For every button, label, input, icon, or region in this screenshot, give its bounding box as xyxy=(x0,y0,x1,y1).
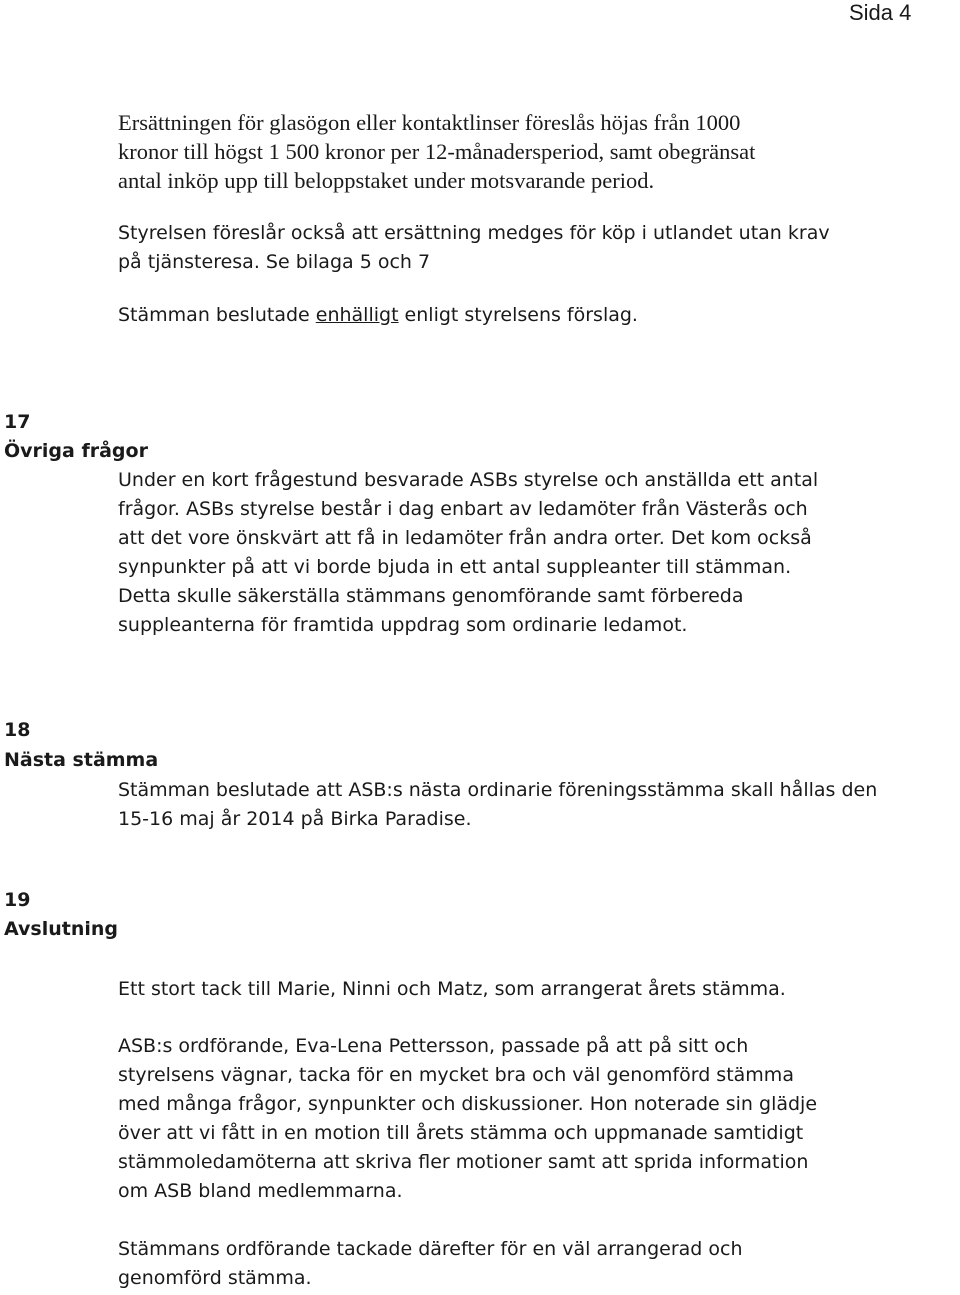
thanks-line: Ett stort tack till Marie, Ninni och Matz, som arrangerat årets stämma. xyxy=(118,978,786,1000)
section-text-line: 15-16 maj år 2014 på Birka Paradise. xyxy=(118,808,472,830)
decision-text: Stämman beslutade xyxy=(118,304,316,326)
chair-paragraph-line: om ASB bland medlemmarna. xyxy=(118,1180,403,1202)
section-number: 17 xyxy=(4,411,31,433)
board-paragraph-line: på tjänsteresa. Se bilaga 5 och 7 xyxy=(118,251,431,273)
glasses-paragraph-line: Ersättningen för glasögon eller kontaktlinser föreslås höjas från 1000 xyxy=(118,110,741,135)
chair-paragraph-line: styrelsens vägnar, tacka för en mycket bra och väl genomförd stämma xyxy=(118,1064,794,1086)
section-text-line: att det vore önskvärt att få in ledamöter från andra orter. Det kom också xyxy=(118,527,812,549)
decision-underlined: enhälligt xyxy=(315,304,399,326)
section-text-line: Stämman beslutade att ASB:s nästa ordinarie föreningsstämma skall hållas den xyxy=(118,779,878,801)
chair-paragraph-line: med många frågor, synpunkter och diskussioner. Hon noterade sin glädje xyxy=(118,1093,818,1115)
section-text-line: suppleanterna för framtida uppdrag som ordinarie ledamot. xyxy=(118,614,688,636)
section-title: Övriga frågor xyxy=(4,440,148,462)
section-title: Avslutning xyxy=(4,918,119,940)
glasses-paragraph-line: antal inköp upp till beloppstaket under motsvarande period. xyxy=(118,168,655,193)
chair-paragraph-line: stämmoledamöterna att skriva fler motioner samt att sprida information xyxy=(118,1151,809,1173)
section-number: 18 xyxy=(4,719,31,741)
decision-line xyxy=(118,301,638,330)
decision-text: enligt styrelsens förslag. xyxy=(398,304,638,326)
section-text-line: synpunkter på att vi borde bjuda in ett antal suppleanter till stämman. xyxy=(118,556,792,578)
section-text-line: Under en kort frågestund besvarade ASBs styrelse och anställda ett antal xyxy=(118,469,819,491)
closing-paragraph-line: genomförd stämma. xyxy=(118,1267,312,1289)
section-text-line: Detta skulle säkerställa stämmans genomförande samt förbereda xyxy=(118,585,744,607)
section-number: 19 xyxy=(4,889,31,911)
section-title: Nästa stämma xyxy=(4,749,159,771)
section-text-line: frågor. ASBs styrelse består i dag enbart av ledamöter från Västerås och xyxy=(118,498,808,520)
glasses-paragraph-line: kronor till högst 1 500 kronor per 12-månadersperiod, samt obegränsat xyxy=(118,139,756,164)
chair-paragraph-line: ASB:s ordförande, Eva-Lena Pettersson, passade på att på sitt och xyxy=(118,1035,749,1057)
page-number: Sida 4 xyxy=(849,0,912,25)
closing-paragraph-line: Stämmans ordförande tackade därefter för en väl arrangerad och xyxy=(118,1238,743,1260)
chair-paragraph-line: över att vi fått in en motion till årets stämma och uppmanade samtidigt xyxy=(118,1122,804,1144)
board-paragraph-line: Styrelsen föreslår också att ersättning medges för köp i utlandet utan krav xyxy=(118,222,830,244)
